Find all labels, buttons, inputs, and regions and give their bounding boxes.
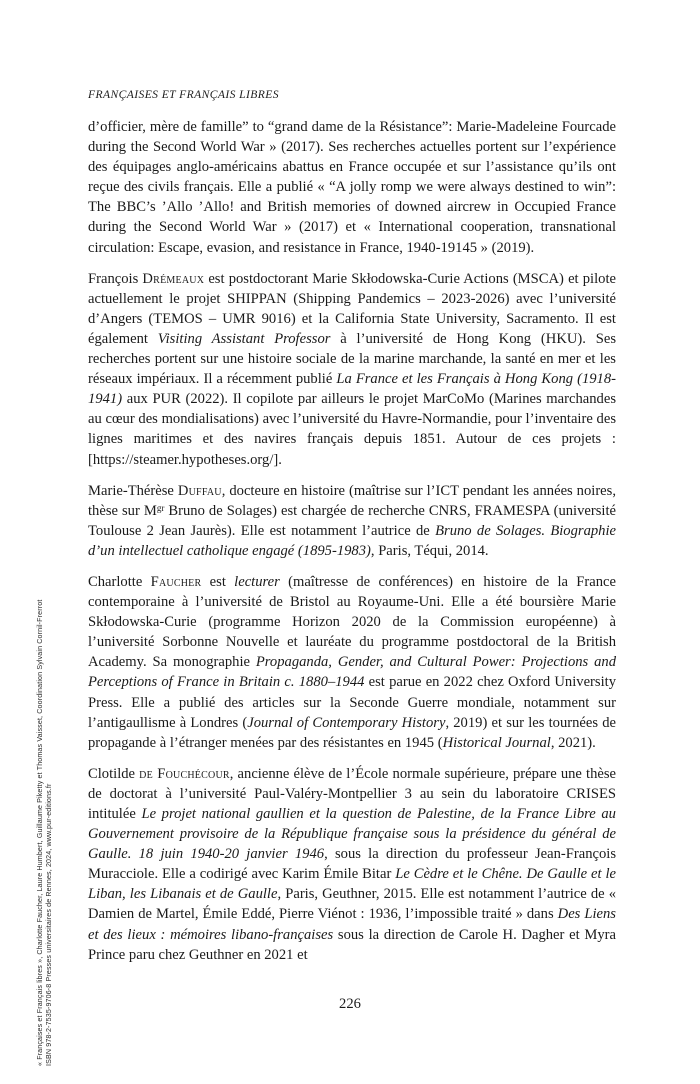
thesis-title-italic: Le projet national gaullien et la question de Palestine, de la France Libre au Gouvernement provisoire de la République française sous la présidence du général de Gaulle. 18 juin 1940-20 janvier 1946 bbox=[88, 806, 616, 863]
title-italic: Visiting Assistant Professor bbox=[157, 330, 331, 347]
bio-firstname: Charlotte bbox=[88, 573, 151, 590]
paragraph-text: (maîtresse de conférences) en histoire de la France contemporaine à l’université de Bristol au Royaume-Uni. Elle a été boursière Marie Skłodowska-Curie (programme Horizon 2020 de la Commission européenne) à l’université Sorbonne Nouvelle et lauréate du programme postdoctoral de la British Academy. Sa monographie bbox=[88, 573, 616, 671]
title-italic: Des Liens et des lieux : mémoires libano-françaises bbox=[88, 906, 616, 943]
journal-italic: Historical Journal bbox=[442, 734, 551, 751]
journal-italic: Journal of Contemporary History bbox=[247, 714, 446, 731]
term-italic: lecturer bbox=[234, 573, 280, 590]
page-number: 226 bbox=[339, 996, 361, 1012]
bio-surname: de Fouchécour bbox=[139, 765, 230, 782]
running-head: FRANÇAISES ET FRANÇAIS LIBRES bbox=[88, 88, 279, 101]
paragraph-text: à l’université de Hong Kong (HKU). Ses recherches portent sur une histoire sociale de la marine marchande, la santé en mer et les réseaux impériaux. Il a récemment publié bbox=[88, 330, 616, 388]
paragraph-text: , 2019) et sur les tournées de propagande à l’étranger menées par des résistantes en 1945 ( bbox=[88, 714, 616, 751]
paragraph-duffau bbox=[88, 481, 616, 561]
paragraph-dremeaux bbox=[88, 269, 616, 470]
paragraph-text: , Paris, Geuthner, 2015. Elle est notamment l’autrice de « Damien de Martel, Émile Eddé, Pierre Viénot : 1936, l’impossible traité » dans bbox=[88, 886, 616, 923]
bio-surname: Duffau bbox=[177, 482, 222, 499]
paragraph-text: , Paris, Téqui, 2014. bbox=[370, 542, 489, 559]
paragraph-text: , 2021). bbox=[550, 734, 596, 751]
ordinal-superscript: gr bbox=[156, 502, 165, 513]
bio-surname: Drémeaux bbox=[142, 270, 205, 287]
body-text bbox=[88, 117, 616, 965]
bio-firstname: François bbox=[88, 270, 143, 287]
paragraph-text: , docteure en histoire (maîtrise sur l’ICT pendant les années noires, thèse sur M bbox=[88, 482, 616, 519]
paragraph-text: sous la direction de Carole H. Dagher et Myra Prince paru chez Geuthner en 2021 et bbox=[88, 926, 616, 963]
paragraph-text: , sous la direction du professeur Jean-François Muracciole. Elle a codirigé avec Karim Émile Bitar bbox=[88, 846, 616, 883]
title-italic: Le Cèdre et le Chêne. De Gaulle et le Liban, les Libanais et de Gaulle bbox=[88, 866, 617, 903]
isbn-publisher-line: ISBN 978-2-7535-9706-8 Presses universitaires de Rennes, 2024, www.pur-editions.fr bbox=[45, 783, 53, 1066]
paragraph-faucher bbox=[88, 572, 616, 753]
paragraph-text: aux PUR (2022). Il copilote par ailleurs le projet MarCoMo (Marines marchandes au cœur des mondialisations) avec l’université du Havre-Normandie, pour l’inventaire des lignes maritimes et des navires français depuis 1851. Autour de ces projets : [https://steamer.hypotheses.org/]. bbox=[88, 391, 616, 468]
copyright-rail bbox=[0, 0, 70, 1084]
paragraph-text: Bruno de Solages) est chargée de recherche CNRS, FRAMESPA (université Toulouse 2 Jean Jaurès). Elle est notamment l’autrice de bbox=[88, 502, 616, 539]
paragraph-fouchecour bbox=[88, 764, 616, 965]
paragraph-continuation bbox=[88, 117, 616, 258]
title-italic: Bruno de Solages. Biographie d’un intellectuel catholique engagé (1895-1983) bbox=[88, 522, 617, 559]
paragraph-text: est parue en 2022 chez Oxford University Press. Elle a publié des articles sur la Seconde Guerre mondiale, notamment sur l’antigaullisme à Londres ( bbox=[88, 674, 616, 731]
bio-firstname: Marie-Thérèse bbox=[88, 482, 178, 499]
paragraph-text: est postdoctorant Marie Skłodowska-Curie Actions (MSCA) et pilote actuellement le projet SHIPPAN (Shipping Pandemics – 2023-2026) avec l’université d’Angers (TEMOS – UMR 9016) et la California State University, Sacramento. Il est également bbox=[88, 270, 616, 347]
paragraph-text: , ancienne élève de l’École normale supérieure, prépare une thèse de doctorat à l’université Paul-Valéry-Montpellier 3 au sein du laboratoire CRISES intitulée bbox=[88, 765, 616, 822]
title-italic: Propaganda, Gender, and Cultural Power: Projections and Perceptions of France in Britain c. 1880–1944 bbox=[88, 654, 616, 691]
paragraph-text: est bbox=[201, 573, 235, 590]
bio-firstname: Clotilde bbox=[88, 765, 140, 782]
title-italic: La France et les Français à Hong Kong (1918-1941) bbox=[88, 371, 616, 408]
paragraph-text: d’officier, mère de famille” to “grand dame de la Résistance”: Marie-Madeleine Fourcade during the Second World War » (2017). Ses recherches actuelles portent sur l’expérience des équipages anglo-américains abattus en France occupée et sur l’assistance qu’ils ont reçue des civils français. Elle a publié « “A jolly romp we were always destined to win”: The BBC’s ’Allo ’Allo! and British memories of downed aircrew in Occupied France during the Second World War » (2017) et « International cooperation, transnational circulation: Escape, evasion, and resistance in France, 1940-19145 » (2019). bbox=[88, 119, 616, 256]
copyright-citation-line: « Françaises et Français libres », Charlotte Faucher, Laure Humbert, Guillaume Piketty et Thomas Vaisset, Coordination Sylvain Cornil-Frerrot bbox=[36, 599, 44, 1066]
bio-surname: Faucher bbox=[150, 573, 202, 590]
